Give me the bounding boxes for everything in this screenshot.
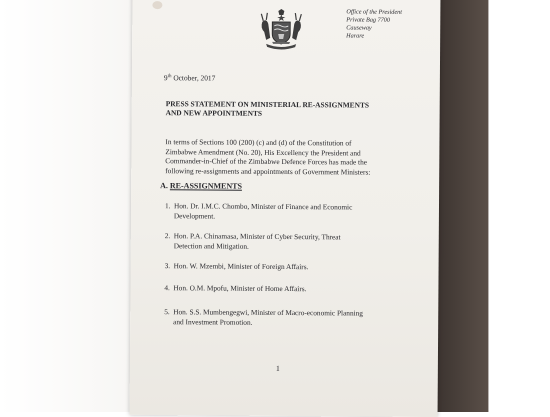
- item-text: [174, 261, 432, 272]
- date-day: 9: [163, 73, 168, 83]
- page-number: 1: [275, 363, 280, 373]
- item-line: Hon. Dr. I.M.C. Chombo, Minister of Finance and Economic: [173, 201, 353, 212]
- intro-line: In terms of Sections 100 (200) (c) and (d) of the Constitution of: [165, 137, 352, 148]
- office-line: Causeway: [346, 24, 372, 32]
- item-line: Hon. W. Mzembi, Minister of Foreign Affairs.: [173, 261, 309, 272]
- reassignment-list: [164, 201, 435, 327]
- item-line: Detection and Mitigation.: [173, 240, 249, 251]
- item-line: and Investment Promotion.: [173, 316, 253, 327]
- date-rest: October, 2017: [171, 73, 216, 83]
- paper-stain: [152, 1, 162, 9]
- item-number: 5.: [164, 307, 170, 317]
- intro-line: following re-assignments and appointments of Government Ministers:: [165, 165, 371, 177]
- photo-background-left: [0, 0, 133, 412]
- list-item: [164, 261, 435, 272]
- section-title-text: RE-ASSIGNMENTS: [169, 181, 242, 191]
- list-item: [164, 283, 434, 294]
- item-text: [173, 307, 431, 328]
- item-line: Development.: [173, 210, 216, 221]
- heading-line-1: PRESS STATEMENT ON MINISTERIAL RE-ASSIGNMENTS: [165, 99, 370, 110]
- item-text: [173, 283, 431, 294]
- intro-paragraph: [165, 137, 429, 177]
- item-text: [174, 231, 432, 252]
- list-item: [164, 307, 434, 327]
- statement-date: [164, 73, 215, 82]
- item-line: Hon. O.M. Mpofu, Minister of Home Affairs.: [173, 283, 307, 294]
- item-number: 3.: [164, 261, 171, 271]
- item-number: 2.: [164, 231, 171, 241]
- item-line: Hon. S.S. Mumbengegwi, Minister of Macro-economic Planning: [173, 307, 363, 318]
- item-text: [174, 201, 432, 222]
- intro-line: Zimbabwe Amendment (No. 20), His Excellency the President and: [165, 146, 361, 158]
- date-suffix: th: [167, 74, 172, 80]
- heading-line-2: AND NEW APPOINTMENTS: [165, 108, 263, 118]
- item-number: 1.: [164, 201, 171, 211]
- section-letter: A.: [160, 181, 168, 191]
- item-number: 4.: [164, 283, 170, 293]
- list-item: [164, 231, 435, 251]
- office-line: Harare: [346, 32, 365, 40]
- coat-of-arms-icon: [258, 8, 304, 52]
- item-line: Hon. P.A. Chinamasa, Minister of Cyber Security, Threat: [173, 231, 341, 242]
- office-address: [346, 8, 436, 41]
- document-page: [130, 0, 441, 417]
- section-title: [160, 181, 242, 191]
- office-line: Private Bag 7700: [346, 16, 390, 24]
- statement-heading: [166, 99, 428, 119]
- intro-line: Commander-in-Chief of the Zimbabwe Defence Forces has made the: [165, 156, 368, 167]
- list-item: [164, 201, 435, 221]
- office-line: Office of the President: [346, 8, 403, 16]
- photo-background-right: [437, 0, 550, 412]
